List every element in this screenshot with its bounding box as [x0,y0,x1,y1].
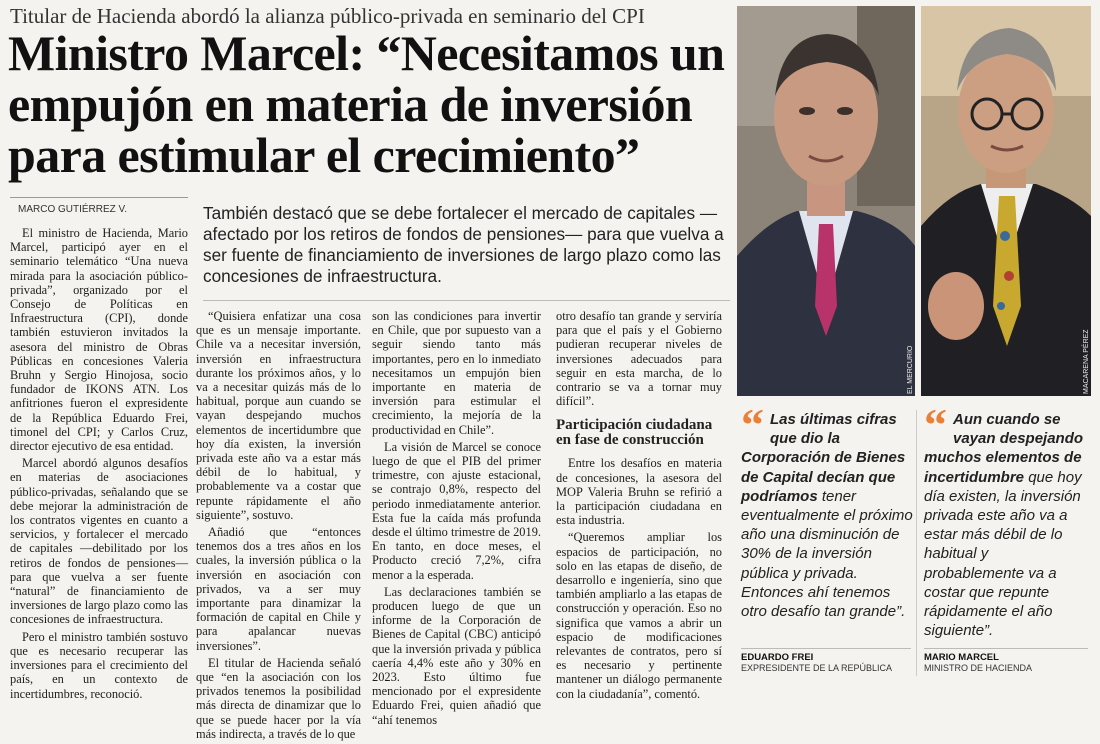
paragraph: Pero el ministro también sostuvo que es necesario recuperar las inversiones para el crecimiento del país, en un contexto de incertidumbres, reconoció. [10,629,188,701]
paragraph: El titular de Hacienda señaló que “en la asociación con los privados tenemos la posibilidad más directa de dinamizar que lo que se puede hacer por la vía más indirecta, a través de lo que [196,655,361,741]
source-role: MINISTRO DE HACIENDA [924,663,1033,673]
headline: Ministro Marcel: “Necesitamos un empujón en materia de inversión para estimular el crecimiento” [8,25,725,183]
body-column-2 [196,309,361,744]
divider [916,410,917,676]
quote-text: tener eventualmente el próximo año una disminución de 30% de la inversión pública y privada. Entonces ahí tenemos otro desafío tan grande”. [741,487,913,621]
portrait-illustration [737,6,915,396]
paragraph: “Quisiera enfatizar una cosa que es un mensaje importante. Chile va a necesitar inversión, inversión en infraestructura durante los próximos años, y lo va a necesitar quizás más de lo habitual, porque aun cuando se vayan despejando muchos elementos de incertidumbre que hoy día existen, la inversión privada este año va a estar más débil de lo habitual, y probablemente va a costar que repunte rápidamente el año siguiente”, sostuvo. [196,309,361,522]
photo-mario-marcel [921,6,1091,396]
paragraph: otro desafío tan grande y serviría para que el país y el Gobierno pudieran recuperar niveles de inversiones adecuados para seguir en esta marcha, de lo contrario se va a tornar muy difícil”. [556,309,722,409]
kicker: Titular de Hacienda abordó la alianza público-privada en seminario del CPI [10,4,645,28]
divider [10,197,188,198]
photo-eduardo-frei [737,6,915,396]
pull-quote-marcel [924,399,1088,640]
subhead: Participación ciudadana en fase de construcción [556,417,713,449]
body-column-1 [10,226,188,704]
pull-quote-frei [741,399,913,621]
paragraph: El ministro de Hacienda, Mario Marcel, participó ayer en el seminario telemático “Una nueva mirada para la asociación público-privada”, organizado por el Consejo de Políticas en Infraestructura (CPI), donde también estuvieron invitados la asesora del ministro de Obras Públicas en concesiones Valeria Bruhn y Sergio Hinojosa, socio fundador de IKONS ATN. Los anfitriones fueron el expresidente de la República Eduardo Frei, timonel del CPI; y Carlos Cruz, director ejecutivo de esa entidad. [10,226,188,454]
quote-source-frei [741,652,892,674]
divider [924,648,1088,649]
source-name: EDUARDO FREI [741,652,814,663]
paragraph: Las declaraciones también se producen luego de que un informe de la Corporación de Bienes de Capital (CBC) anticipó que la inversión privada y pública caería 4,4% este año y 30% en 2023. Esto último fue mencionado por el expresidente Eduardo Frei, quien añadió que “ahí tenemos [372,584,541,727]
body-column-4 [556,309,722,704]
deck: También destacó que se debe fortalecer el mercado de capitales —afectado por los retiros de fondos de pensiones— para que vuelva a ser fuente de financiamiento de inversiones de largo plazo como las concesiones de infraestructura. [203,203,724,286]
paragraph: Entre los desafíos en materia de concesiones, la asesora del MOP Valeria Bruhn se refirió a la participación ciudadana en esta industria. [556,456,722,528]
divider [203,300,730,301]
source-role: EXPRESIDENTE DE LA REPÚBLICA [741,663,893,673]
paragraph: La visión de Marcel se conoce luego de que el PIB del primer trimestre, con ajuste estacional, se contrajo 0,8%, respecto del periodo inmediatamente anterior. Esta fue la caída más profunda desde el último trimestre de 2019. En tanto, en doce meses, el Producto creció 7,2%, cifra menor a la esperada. [372,439,541,582]
photo-credit: EL MERCURIO [907,345,914,394]
body-column-3 [372,309,541,730]
paragraph: son las condiciones para invertir en Chile, que por supuesto van a seguir siendo tanto más importantes, pero en lo inmediato necesitamos un empujón bien importante en materia de inversión para estimular el crecimiento, la mejoría de la productividad en Chile”. [372,309,541,437]
byline: MARCO GUTIÉRREZ V. [18,204,128,215]
quote-mark-icon: “ [741,399,764,450]
paragraph: Marcel abordó algunos desafíos en materias de asociaciones público-privadas, señalando que se debe mejorar la administración de los contratos vigentes en cuanto a servicios, y fortalecer el mercado de capitales —debilitado por los retiros de fondos de pensiones— para que vuelva a ser fuente “natural” de financiamiento de inversiones de largo plazo como las concesiones de infraestructura. [10,456,188,627]
source-name: MARIO MARCEL [924,652,999,663]
divider [741,648,911,649]
quote-source-marcel [924,652,1032,674]
quote-text: que hoy día existen, la inversión privada este año va a estar más débil de lo habitual y probablemente va a costar que repunte rápidamente el año siguiente”. [924,468,1082,640]
quote-mark-icon: “ [924,399,947,450]
photo-credit: MACARENA PÉREZ [1083,329,1090,394]
paragraph: Añadió que “entonces tenemos dos a tres años en los cuales, la inversión pública o la inversión en asociación con privados, va a ser muy importante para dinamizar la formación de capital en Chile y para apalancar nuevas inversiones”. [196,525,361,653]
paragraph: “Queremos ampliar los espacios de participación, no solo en las etapas de diseño, de desarrollo e ingeniería, sino que también ampliarlo a las etapas de construcción y operación. Eso no significa que vamos a abrir un espacio de modificaciones relevantes de contratos, pero sí es necesario y pertinente mantener un diálogo permanente con la ciudadanía”, comentó. [556,530,722,701]
quote-highlight: Aun cuando se vayan despejando muchos elementos de incertidumbre [924,411,1084,486]
portrait-illustration [921,6,1091,396]
quote-highlight: Las últimas cifras que dio la Corporación de Bienes de Capital decían que podríamos [741,411,906,505]
